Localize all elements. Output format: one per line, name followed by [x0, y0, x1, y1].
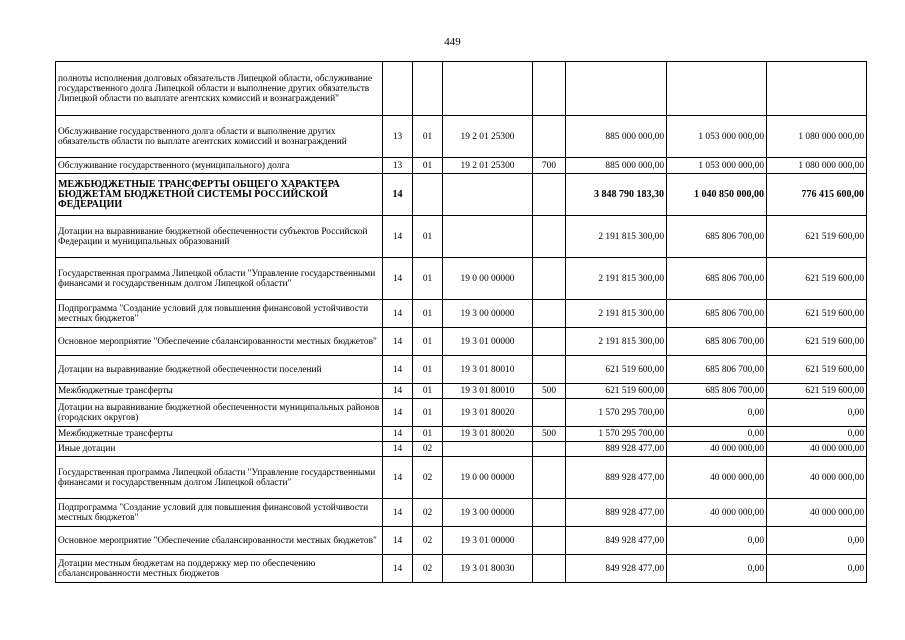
cell-target-article: 19 3 01 00000 — [443, 527, 533, 555]
cell-amount-year2: 40 000 000,00 — [667, 499, 767, 527]
cell-expense-type — [533, 174, 566, 216]
cell-amount-year2: 685 806 700,00 — [667, 384, 767, 399]
cell-amount-year1: 889 928 477,00 — [566, 442, 667, 457]
cell-amount-year1: 849 928 477,00 — [566, 555, 667, 583]
cell-name: Обслуживание государственного (муниципального) долга — [56, 158, 383, 174]
table-row — [56, 442, 867, 457]
cell-amount-year1: 889 928 477,00 — [566, 499, 667, 527]
cell-section: 14 — [383, 174, 413, 216]
cell-expense-type — [533, 300, 566, 328]
cell-section: 14 — [383, 555, 413, 583]
cell-section: 14 — [383, 300, 413, 328]
table-row — [56, 427, 867, 442]
cell-amount-year3: 40 000 000,00 — [767, 457, 867, 499]
cell-amount-year2: 0,00 — [667, 527, 767, 555]
cell-name: Подпрограмма "Создание условий для повышения финансовой устойчивости местных бюджетов" — [56, 499, 383, 527]
cell-amount-year2: 685 806 700,00 — [667, 356, 767, 384]
cell-amount-year2: 40 000 000,00 — [667, 442, 767, 457]
cell-name: Иные дотации — [56, 442, 383, 457]
cell-name: МЕЖБЮДЖЕТНЫЕ ТРАНСФЕРТЫ ОБЩЕГО ХАРАКТЕРА БЮДЖЕТАМ БЮДЖЕТНОЙ СИСТЕМЫ РОССИЙСКОЙ ФЕДЕРАЦИИ — [56, 174, 383, 216]
cell-section — [383, 62, 413, 116]
cell-subsection: 02 — [413, 527, 443, 555]
cell-amount-year1: 885 000 000,00 — [566, 158, 667, 174]
cell-section: 14 — [383, 457, 413, 499]
table-row — [56, 356, 867, 384]
cell-expense-type — [533, 457, 566, 499]
cell-amount-year3: 1 080 000 000,00 — [767, 158, 867, 174]
cell-expense-type — [533, 356, 566, 384]
cell-expense-type — [533, 555, 566, 583]
cell-amount-year3: 776 415 600,00 — [767, 174, 867, 216]
cell-target-article: 19 3 00 00000 — [443, 499, 533, 527]
cell-expense-type — [533, 527, 566, 555]
cell-name: Межбюджетные трансферты — [56, 384, 383, 399]
cell-target-article — [443, 442, 533, 457]
cell-subsection: 01 — [413, 258, 443, 300]
cell-expense-type — [533, 499, 566, 527]
table-row — [56, 328, 867, 356]
cell-subsection — [413, 174, 443, 216]
cell-expense-type: 500 — [533, 384, 566, 399]
cell-expense-type: 700 — [533, 158, 566, 174]
cell-amount-year1: 2 191 815 300,00 — [566, 216, 667, 258]
cell-subsection: 01 — [413, 399, 443, 427]
cell-amount-year1: 2 191 815 300,00 — [566, 300, 667, 328]
cell-amount-year1: 621 519 600,00 — [566, 356, 667, 384]
cell-amount-year1: 2 191 815 300,00 — [566, 328, 667, 356]
cell-section: 14 — [383, 499, 413, 527]
cell-section: 13 — [383, 116, 413, 158]
cell-amount-year3: 621 519 600,00 — [767, 258, 867, 300]
cell-section: 14 — [383, 427, 413, 442]
cell-subsection: 01 — [413, 328, 443, 356]
cell-name: Основное мероприятие "Обеспечение сбалансированности местных бюджетов" — [56, 527, 383, 555]
cell-subsection: 01 — [413, 300, 443, 328]
cell-section: 14 — [383, 384, 413, 399]
cell-subsection: 02 — [413, 442, 443, 457]
cell-subsection: 02 — [413, 457, 443, 499]
cell-amount-year2: 685 806 700,00 — [667, 300, 767, 328]
cell-name: Государственная программа Липецкой области "Управление государственными финансами и государственным долгом Липецкой области" — [56, 258, 383, 300]
cell-subsection: 01 — [413, 158, 443, 174]
cell-target-article: 19 0 00 00000 — [443, 457, 533, 499]
cell-target-article: 19 3 01 80030 — [443, 555, 533, 583]
cell-amount-year3: 621 519 600,00 — [767, 300, 867, 328]
cell-name: полноты исполнения долговых обязательств Липецкой области, обслуживание государственного долга Липецкой области и выполнение других обязательств Липецкой области по выплате агентских комиссий и вознаграждений" — [56, 62, 383, 116]
cell-amount-year2: 685 806 700,00 — [667, 328, 767, 356]
cell-target-article: 19 3 00 00000 — [443, 300, 533, 328]
cell-target-article: 19 2 01 25300 — [443, 116, 533, 158]
cell-section: 14 — [383, 442, 413, 457]
cell-amount-year3: 621 519 600,00 — [767, 384, 867, 399]
cell-amount-year1: 849 928 477,00 — [566, 527, 667, 555]
cell-section: 14 — [383, 328, 413, 356]
cell-amount-year2: 685 806 700,00 — [667, 216, 767, 258]
cell-amount-year1: 621 519 600,00 — [566, 384, 667, 399]
table-row — [56, 174, 867, 216]
cell-name: Межбюджетные трансферты — [56, 427, 383, 442]
cell-target-article: 19 3 01 00000 — [443, 328, 533, 356]
cell-target-article: 19 3 01 80020 — [443, 427, 533, 442]
cell-target-article: 19 3 01 80010 — [443, 384, 533, 399]
cell-subsection: 01 — [413, 216, 443, 258]
cell-expense-type — [533, 328, 566, 356]
cell-amount-year1: 1 570 295 700,00 — [566, 399, 667, 427]
table-row — [56, 216, 867, 258]
table-row — [56, 555, 867, 583]
cell-amount-year1: 2 191 815 300,00 — [566, 258, 667, 300]
cell-amount-year3: 0,00 — [767, 427, 867, 442]
cell-expense-type — [533, 442, 566, 457]
cell-amount-year2: 1 040 850 000,00 — [667, 174, 767, 216]
cell-name: Дотации на выравнивание бюджетной обеспеченности субъектов Российской Федерации и муниципальных образований — [56, 216, 383, 258]
cell-amount-year2: 0,00 — [667, 555, 767, 583]
table-row — [56, 384, 867, 399]
table-row — [56, 399, 867, 427]
cell-section: 13 — [383, 158, 413, 174]
cell-expense-type — [533, 116, 566, 158]
page-number: 449 — [444, 36, 461, 48]
cell-name: Дотации местным бюджетам на поддержку мер по обеспечению сбалансированности местных бюджетов — [56, 555, 383, 583]
cell-expense-type — [533, 216, 566, 258]
table-row — [56, 499, 867, 527]
cell-amount-year1: 889 928 477,00 — [566, 457, 667, 499]
cell-amount-year3: 40 000 000,00 — [767, 499, 867, 527]
cell-target-article — [443, 216, 533, 258]
cell-name: Дотации на выравнивание бюджетной обеспеченности поселений — [56, 356, 383, 384]
cell-amount-year2: 1 053 000 000,00 — [667, 158, 767, 174]
table-row — [56, 258, 867, 300]
table-row — [56, 300, 867, 328]
cell-subsection: 01 — [413, 356, 443, 384]
cell-subsection: 02 — [413, 555, 443, 583]
cell-amount-year2: 0,00 — [667, 399, 767, 427]
cell-section: 14 — [383, 527, 413, 555]
cell-amount-year2: 0,00 — [667, 427, 767, 442]
cell-amount-year2: 685 806 700,00 — [667, 258, 767, 300]
cell-amount-year3: 0,00 — [767, 555, 867, 583]
cell-target-article — [443, 174, 533, 216]
cell-expense-type — [533, 399, 566, 427]
cell-subsection — [413, 62, 443, 116]
cell-target-article: 19 3 01 80020 — [443, 399, 533, 427]
cell-subsection: 01 — [413, 427, 443, 442]
cell-amount-year3: 0,00 — [767, 399, 867, 427]
cell-amount-year3: 621 519 600,00 — [767, 216, 867, 258]
cell-expense-type — [533, 62, 566, 116]
cell-amount-year1: 885 000 000,00 — [566, 116, 667, 158]
cell-section: 14 — [383, 356, 413, 384]
cell-subsection: 01 — [413, 384, 443, 399]
cell-target-article: 19 3 01 80010 — [443, 356, 533, 384]
cell-amount-year3: 0,00 — [767, 527, 867, 555]
cell-amount-year3 — [767, 62, 867, 116]
cell-amount-year3: 621 519 600,00 — [767, 356, 867, 384]
cell-name: Основное мероприятие "Обеспечение сбалансированности местных бюджетов" — [56, 328, 383, 356]
cell-amount-year1: 3 848 790 183,30 — [566, 174, 667, 216]
cell-subsection: 02 — [413, 499, 443, 527]
cell-section: 14 — [383, 258, 413, 300]
cell-name: Обслуживание государственного долга области и выполнение других обязательств области по выплате агентских комиссий и вознаграждений — [56, 116, 383, 158]
cell-name: Государственная программа Липецкой области "Управление государственными финансами и государственным долгом Липецкой области" — [56, 457, 383, 499]
table-row — [56, 158, 867, 174]
budget-table — [55, 61, 867, 583]
cell-amount-year3: 40 000 000,00 — [767, 442, 867, 457]
cell-section: 14 — [383, 399, 413, 427]
cell-amount-year2: 1 053 000 000,00 — [667, 116, 767, 158]
cell-name: Дотации на выравнивание бюджетной обеспеченности муниципальных районов (городских округов) — [56, 399, 383, 427]
cell-target-article: 19 0 00 00000 — [443, 258, 533, 300]
cell-subsection: 01 — [413, 116, 443, 158]
table-row — [56, 457, 867, 499]
cell-name: Подпрограмма "Создание условий для повышения финансовой устойчивости местных бюджетов" — [56, 300, 383, 328]
cell-amount-year3: 1 080 000 000,00 — [767, 116, 867, 158]
cell-amount-year3: 621 519 600,00 — [767, 328, 867, 356]
cell-target-article: 19 2 01 25300 — [443, 158, 533, 174]
cell-expense-type: 500 — [533, 427, 566, 442]
cell-amount-year1: 1 570 295 700,00 — [566, 427, 667, 442]
table-row — [56, 116, 867, 158]
cell-amount-year2: 40 000 000,00 — [667, 457, 767, 499]
cell-expense-type — [533, 258, 566, 300]
cell-amount-year2 — [667, 62, 767, 116]
cell-amount-year1 — [566, 62, 667, 116]
cell-section: 14 — [383, 216, 413, 258]
cell-target-article — [443, 62, 533, 116]
table-row — [56, 527, 867, 555]
table-row — [56, 62, 867, 116]
